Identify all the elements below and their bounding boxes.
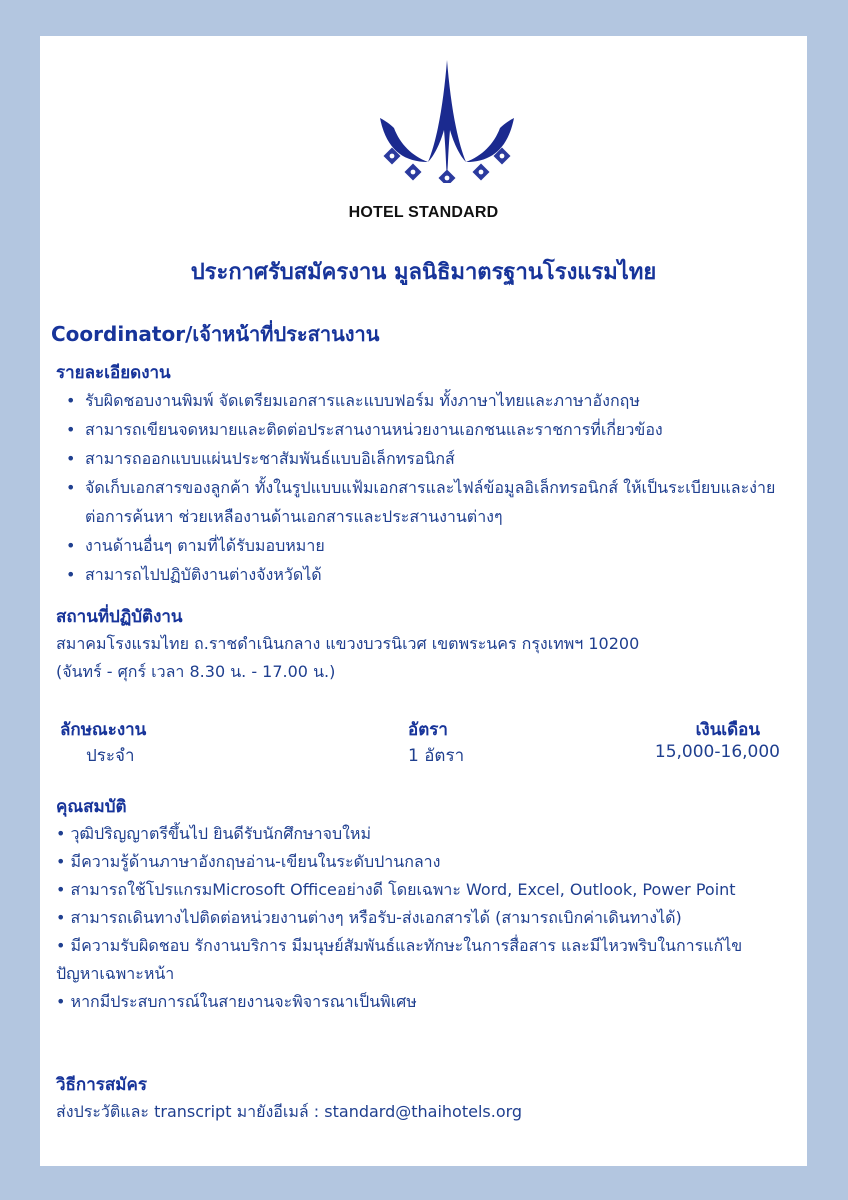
apply-instructions: ส่งประวัติและ transcript มายังอีเมล์ : standard@thaihotels.org	[56, 1102, 523, 1121]
position-title: Coordinator/เจ้าหน้าที่ประสานงาน	[51, 322, 380, 346]
hotel-standard-logo-icon	[372, 58, 522, 183]
job-type-label: ลักษณะงาน	[60, 720, 147, 740]
qualifications-section	[56, 794, 777, 1016]
salary-value: 15,000-16,000	[654, 742, 780, 762]
job-announcement-sheet	[40, 36, 807, 1166]
rate-value: 1 อัตรา	[408, 746, 465, 766]
job-details-list	[56, 386, 777, 589]
list-item: • สามารถไปปฏิบัติงานต่างจังหวัดได้	[66, 565, 322, 584]
apply-heading: วิธีการสมัคร	[56, 1075, 147, 1095]
list-item: • มีความรับผิดชอบ รักงานบริการ มีมนุษย์สัมพันธ์และทักษะในการสื่อสาร และมีไหวพริบในการแก้ไขปัญหาเฉพาะหน้า	[56, 936, 743, 983]
list-item: • รับผิดชอบงานพิมพ์ จัดเตรียมเอกสารและแบบฟอร์ม ทั้งภาษาไทยและภาษาอังกฤษ	[66, 391, 640, 410]
job-details-section	[56, 360, 777, 589]
work-hours: (จันทร์ - ศุกร์ เวลา 8.30 น. - 17.00 น.)	[56, 662, 336, 681]
page-title: ประกาศรับสมัครงาน มูลนิธิมาตรฐานโรงแรมไทย	[190, 260, 657, 285]
apply-section	[56, 1072, 777, 1126]
rate-label: อัตรา	[408, 720, 448, 740]
workplace-heading: สถานที่ปฏิบัติงาน	[56, 607, 183, 627]
salary-label: เงินเดือน	[695, 720, 760, 740]
list-item: • สามารถใช้โปรแกรมMicrosoft Officeอย่างดี โดยเฉพาะ Word, Excel, Outlook, Power Point	[56, 880, 736, 899]
list-item: • สามารถเขียนจดหมายและติดต่อประสานงานหน่วยงานเอกชนและราชการที่เกี่ยวข้อง	[66, 420, 663, 439]
job-type-value: ประจำ	[86, 746, 135, 766]
list-item: • จัดเก็บเอกสารของลูกค้า ทั้งในรูปแบบแฟ้มเอกสารและไฟล์ข้อมูลอิเล็กทรอนิกส์ ให้เป็นระเบียบและง่ายต่อการค้นหา ช่วยเหลืองานด้านเอกสารและประสานงานต่างๆ	[66, 478, 776, 526]
list-item: • มีความรู้ด้านภาษาอังกฤษอ่าน-เขียนในระดับปานกลาง	[56, 852, 441, 871]
workplace-section	[56, 604, 777, 686]
list-item: • หากมีประสบการณ์ในสายงานจะพิจารณาเป็นพิเศษ	[56, 992, 417, 1011]
qualifications-list	[56, 820, 777, 1016]
logo-text: HOTEL STANDARD	[348, 204, 499, 221]
list-item: • งานด้านอื่นๆ ตามที่ได้รับมอบหมาย	[66, 536, 325, 555]
job-info-table	[60, 716, 780, 772]
workplace-address: สมาคมโรงแรมไทย ถ.ราชดำเนินกลาง แขวงบวรนิเวศ เขตพระนคร กรุงเทพฯ 10200	[56, 634, 640, 653]
list-item: • สามารถออกแบบแผ่นประชาสัมพันธ์แบบอิเล็กทรอนิกส์	[66, 449, 455, 468]
list-item: • สามารถเดินทางไปติดต่อหน่วยงานต่างๆ หรือรับ-ส่งเอกสารได้ (สามารถเบิกค่าเดินทางได้)	[56, 908, 682, 927]
list-item: • วุฒิปริญญาตรีขึ้นไป ยินดีรับนักศึกษาจบใหม่	[56, 824, 371, 843]
job-details-heading: รายละเอียดงาน	[56, 363, 171, 383]
qualifications-heading: คุณสมบัติ	[56, 797, 127, 817]
